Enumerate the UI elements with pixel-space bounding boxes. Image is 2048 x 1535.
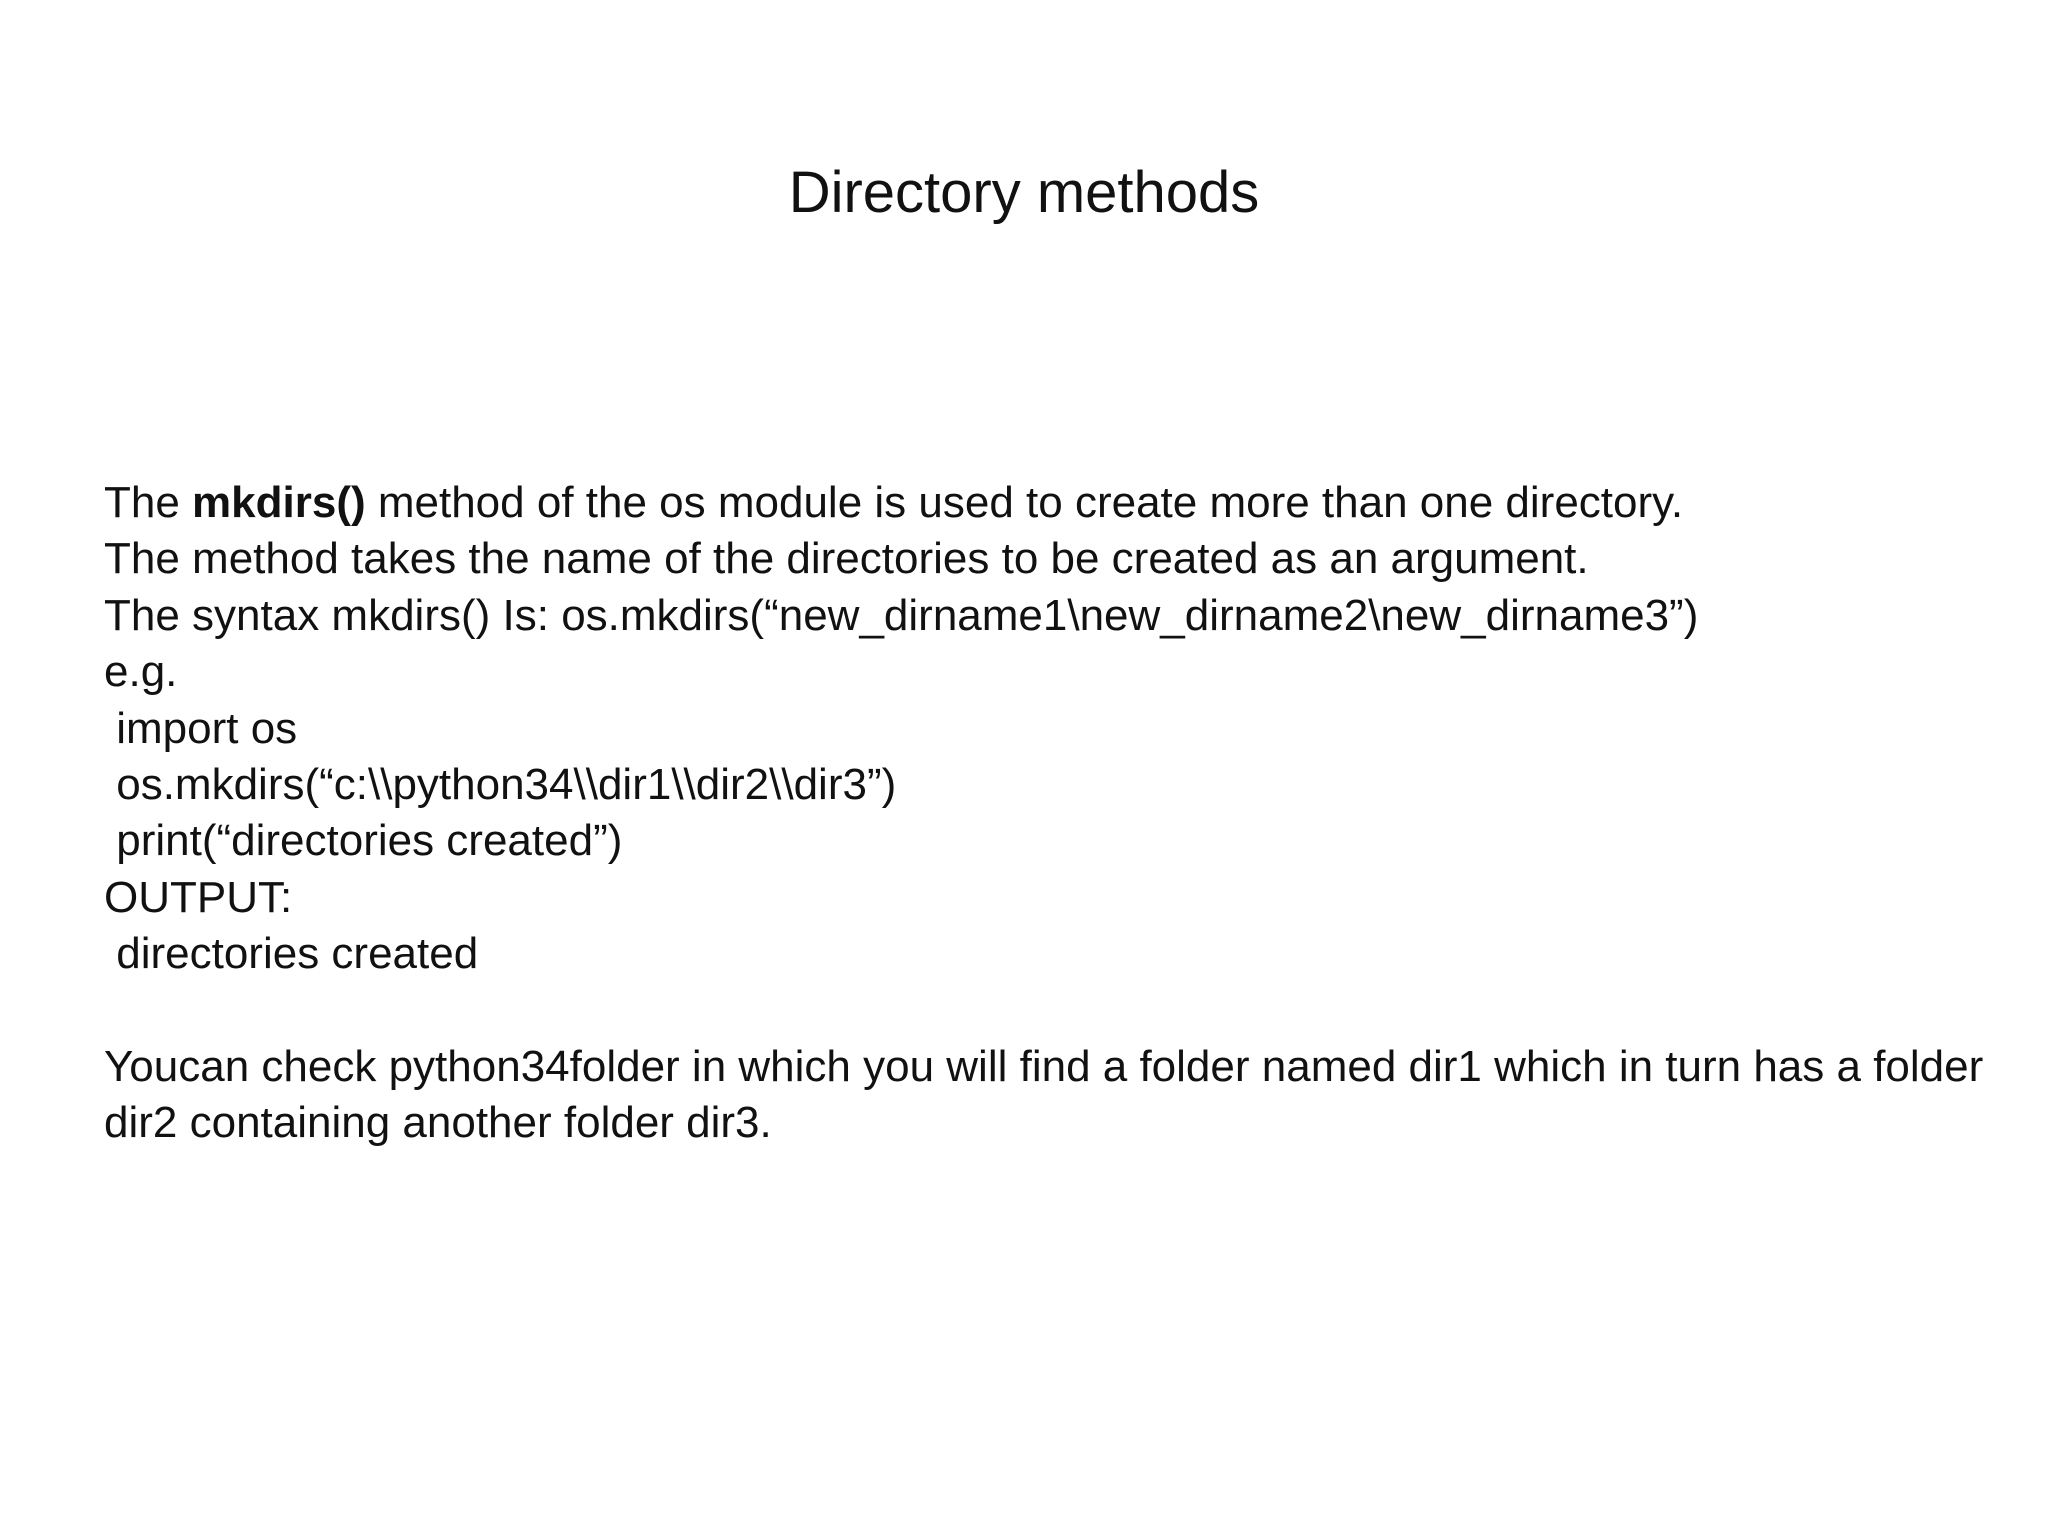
code-line: import os <box>104 703 298 753</box>
slide-body <box>104 475 1984 1152</box>
conclusion-paragraph: Youcan check python34folder in which you will find a folder named dir1 which in turn has a folder dir2 containing another folder dir3. <box>104 1041 1984 1148</box>
output-value: directories created <box>104 929 479 979</box>
syntax-line: The syntax mkdirs() Is: os.mkdirs(“new_dirname1\new_dirname2\new_dirname3”) <box>104 590 1699 640</box>
method-name: mkdirs() <box>192 478 366 527</box>
output-label: OUTPUT: <box>104 872 293 922</box>
example-label: e.g. <box>104 647 178 697</box>
spacer <box>104 983 1984 1039</box>
intro-line <box>104 475 1984 531</box>
intro-suffix: method of the os module is used to create more than one directory. <box>365 478 1684 527</box>
slide-title: Directory methods <box>788 160 1260 225</box>
description-line: The method takes the name of the directories to be created as an argument. <box>104 534 1589 584</box>
intro-prefix: The <box>104 478 193 527</box>
code-line: os.mkdirs(“c:\\python34\\dir1\\dir2\\dir3”) <box>104 759 897 809</box>
code-line: print(“directories created”) <box>104 816 623 866</box>
